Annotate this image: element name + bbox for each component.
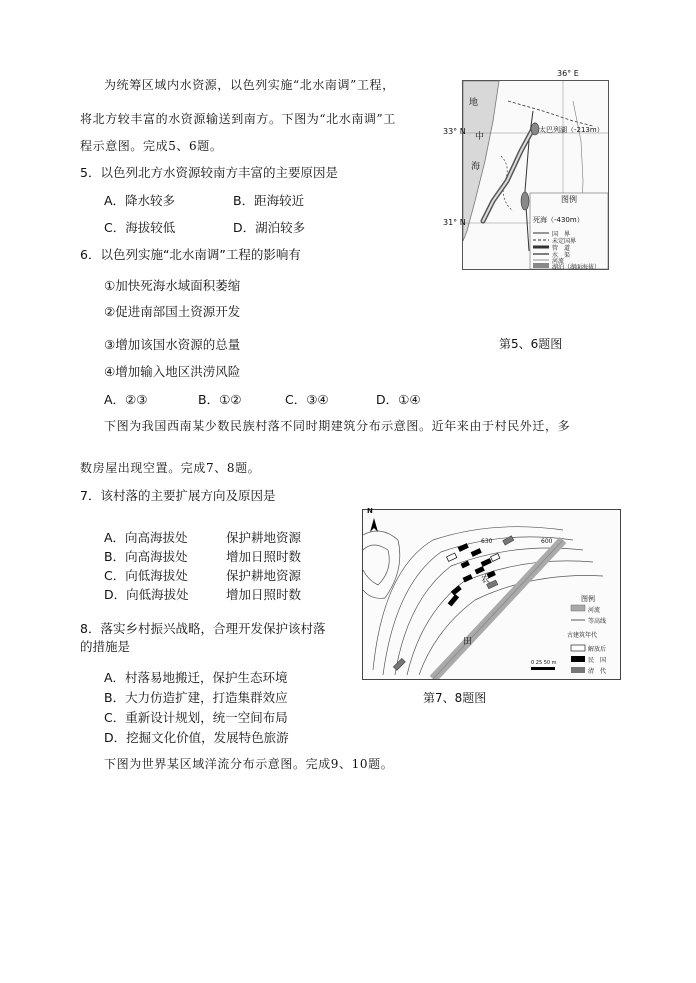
map1-legend-border: 国 界	[552, 231, 571, 238]
q7-option-c-direction: C．向低海拔处	[104, 568, 188, 583]
sea-label-3: 海	[471, 162, 481, 172]
israel-water-map	[443, 69, 609, 271]
q8-option-b: B．大力仿造扩建，打造集群效应	[104, 690, 288, 705]
q7-option-d-reason: 增加日照时数	[226, 587, 302, 602]
north-label: N	[367, 507, 373, 515]
intro-line-1: 为统筹区域内水资源，以色列实施“北水南调”工程，	[104, 78, 395, 92]
q7-option-a-reason: 保护耕地资源	[226, 530, 302, 545]
q7-option-b-direction: B．向高海拔处	[104, 549, 188, 564]
dead-sea-label: 死海（-430m）	[533, 216, 584, 224]
intro-line-2: 将北方较丰富的水资源输送到南方。下图为“北水南调”工	[80, 112, 396, 126]
q7-option-b-reason: 增加日照时数	[226, 549, 302, 564]
map1-legend-title: 图例	[561, 195, 577, 204]
field-label-1: 农	[481, 575, 491, 585]
latitude-31-label: 31° N	[443, 218, 466, 227]
israel-map-svg	[463, 81, 608, 269]
q8-option-d: D．挖掘文化价值，发展特色旅游	[104, 730, 289, 745]
map1-legend-canal: 水 渠	[552, 252, 571, 259]
q5-option-b: B．距海较近	[233, 193, 305, 208]
village-map	[362, 509, 621, 680]
dead-sea	[521, 192, 529, 210]
legend-qing: 清 代	[588, 668, 607, 675]
longitude-label: 36° E	[557, 69, 579, 78]
latitude-33-label: 33° N	[443, 127, 466, 136]
sea-label-2: 中	[475, 132, 485, 142]
lake-tiberias-label: 太巴列湖（-213m）	[539, 126, 604, 134]
map1-legend-undetermined: 未定国界	[552, 238, 577, 245]
map1-caption: 第5、6题图	[499, 337, 563, 351]
q7-option-d-direction: D．向低海拔处	[104, 587, 189, 602]
q6-option-a: A．②③	[104, 392, 148, 407]
map1-legend-lake: 湖泊（湖面海拔）	[552, 264, 601, 271]
map2-caption: 第7、8题图	[423, 691, 487, 705]
q5-option-a: A．降水较多	[104, 193, 176, 208]
q8-stem-line-2: 的措施是	[80, 639, 131, 654]
q6-item-1: ①加快死海水域面积萎缩	[104, 278, 241, 293]
legend-contour: 等高线	[588, 618, 607, 625]
q6-item-3: ③增加该国水资源的总量	[104, 337, 241, 352]
north-arrow-icon	[370, 518, 378, 532]
intro-line-3: 程示意图。完成5、6题。	[80, 139, 223, 153]
map1-legend-pipe: 管 道	[552, 245, 571, 252]
q7-stem: 7．该村落的主要扩展方向及原因是	[80, 488, 276, 503]
q6-item-4: ④增加输入地区洪涝风险	[104, 364, 241, 379]
q5-stem: 5．以色列北方水资源较南方丰富的主要原因是	[80, 165, 338, 180]
legend-post-liberation: 解放后	[588, 646, 607, 653]
q8-option-c: C．重新设计规划，统一空间布局	[104, 710, 288, 725]
intro2-line-1: 下图为我国西南某少数民族村落不同时期建筑分布示意图。近年来由于村民外迁，多	[104, 419, 571, 433]
q7-option-c-reason: 保护耕地资源	[226, 568, 302, 583]
q6-option-d: D．①④	[376, 392, 421, 407]
scale-bar: 0 25 50 m	[531, 660, 557, 666]
intro2-line-2: 数房屋出现空置。完成7、8题。	[80, 461, 261, 475]
q7-option-a-direction: A．向高海拔处	[104, 530, 188, 545]
intro3-line: 下图为世界某区域洋流分布示意图。完成9、10题。	[104, 757, 394, 771]
map1-legend-river: 河流	[552, 258, 565, 265]
q8-stem-line-1: 8．落实乡村振兴战略，合理开发保护该村落	[80, 621, 326, 636]
map2-legend-title: 图例	[581, 595, 595, 603]
q5-option-d: D．湖泊较多	[233, 220, 306, 235]
contour-600-label: 600	[541, 538, 553, 545]
q5-option-c: C．海拔较低	[104, 220, 176, 235]
q8-option-a: A．村落易地搬迁，保护生态环境	[104, 670, 288, 685]
q6-stem: 6．以色列实施“北水南调”工程的影响有	[80, 247, 301, 262]
contour-630-label: 630	[481, 538, 493, 545]
sea-label-1: 地	[469, 98, 479, 108]
field-label-2: 田	[463, 637, 473, 647]
legend-river: 河流	[588, 607, 601, 614]
q6-option-b: B．①②	[198, 392, 242, 407]
q6-option-c: C．③④	[285, 392, 329, 407]
legend-era: 古建筑年代	[567, 632, 598, 639]
lake-tiberias	[531, 123, 539, 135]
legend-roc: 民 国	[588, 657, 607, 664]
q6-item-2: ②促进南部国土资源开发	[104, 304, 241, 319]
